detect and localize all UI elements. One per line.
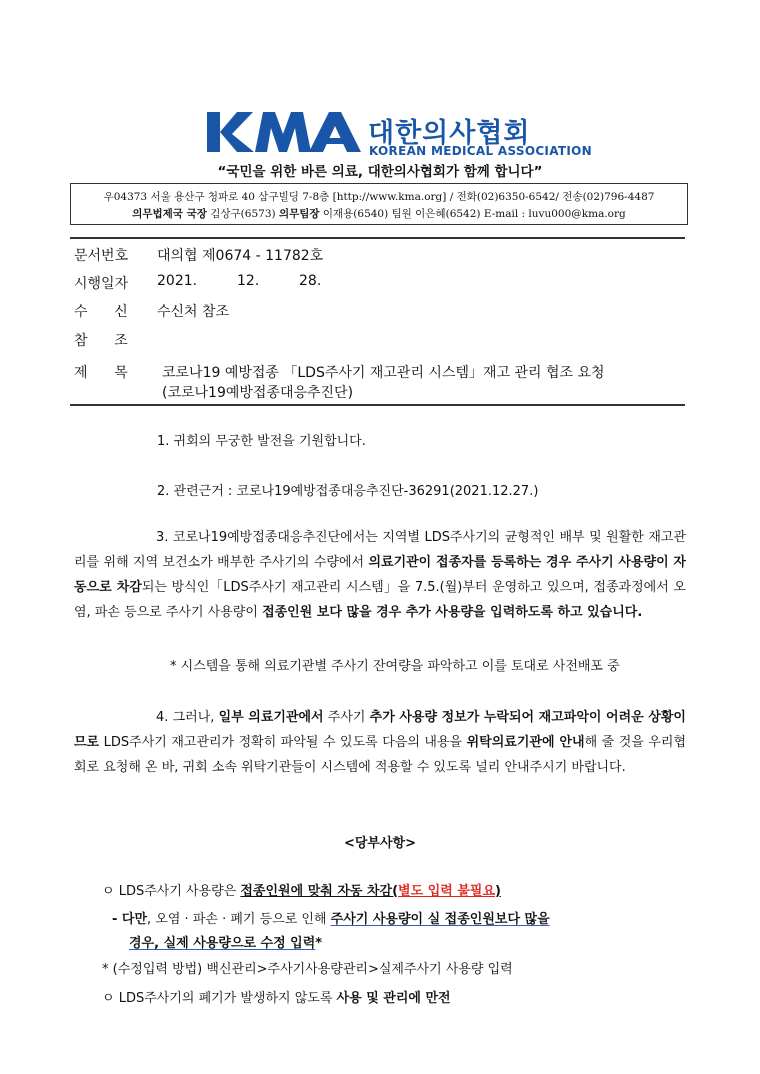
a2-bold-1: 다만 (121, 912, 148, 927)
logo-english-name: KOREAN MEDICAL ASSOCIATION (369, 144, 592, 158)
paragraph-1: 1. 귀회의 무궁한 발전을 기원합니다. (157, 434, 366, 449)
attachment-item-4 (102, 987, 451, 1006)
a1-text: LDS주사기 사용량은 (114, 884, 241, 899)
a4-bold: 사용 및 관리에 만전 (336, 991, 451, 1006)
date-month: 12. (237, 273, 260, 289)
p3-bold-d: 접종인원 보다 많을 경우 추가 사용량을 입력하도록 하고 있습니다. (262, 605, 643, 620)
paragraph-3-note: * 시스템을 통해 의료기관별 주사기 잔여량을 파악하고 이를 토대로 사전배포 중 (170, 659, 620, 674)
p3-text-c: 되는 방식인「LDS주사기 재고관리 시스템」을 7.5.(월)부터 운영하고 있으며, 접종과정에서 오염, 파손 등으로 주사기 사용량이 (74, 580, 686, 620)
attachment-item-2-cont (129, 932, 322, 951)
contact-staff (71, 206, 687, 221)
a1-close: ) (495, 884, 501, 899)
slogan: “국민을 위한 바른 의료, 대한의사협회가 함께 합니다” (217, 164, 543, 180)
header-rule-top (70, 237, 685, 239)
date-label: 시행일자 (74, 276, 129, 292)
p4-bold-d: 추가 사용량 정보가 누락되어 재고파악이 어려운 상황이므로 (74, 710, 686, 750)
paragraph-2: 2. 관련근거 : 코로나19예방접종대응추진단-36291(2021.12.27.) (157, 484, 539, 499)
p4-text-e: LDS주사기 재고관리가 정확히 파악될 수 있도록 다음의 내용을 (99, 735, 467, 750)
recipient-value: 수신처 참조 (157, 304, 230, 320)
recipient-label: 수 신 (74, 304, 128, 320)
dept2-value: 이재용(6540) 팀원 이은혜(6542) E-mail : luvu000@kma.org (322, 208, 626, 220)
contact-box (70, 183, 688, 225)
p4-bold-b: 일부 의료기관에서 (218, 710, 324, 725)
date-value (157, 273, 321, 289)
attachment-item-2 (112, 908, 550, 927)
paragraph-3 (74, 525, 686, 625)
a4-text: LDS주사기의 폐기가 발생하지 않도록 (114, 991, 337, 1006)
p4-text-a: 4. 그러나, (156, 710, 219, 725)
p4-text-g: 해 줄 것을 우리협회로 요청해 온 바, 귀회 소속 위탁기관들이 시스템에 적용할 수 있도록 널리 안내주시기 바랍니다. (74, 735, 686, 775)
date-year: 2021. (157, 273, 198, 289)
paragraph-4 (74, 705, 686, 780)
p3-text-a: 3. 코로나19예방접종대응추진단에서는 지역별 LDS주사기의 균형적인 배부 및 원활한 재고관리를 위해 지역 보건소가 배부한 주사기의 수량에서 (74, 530, 686, 570)
a2b-bold: 경우, 실제 사용량으로 수정 입력 (129, 936, 316, 951)
subject-line-1: 코로나19 예방접종 「LDS주사기 재고관리 시스템」재고 관리 협조 요청 (162, 365, 605, 381)
date-day: 28. (299, 273, 322, 289)
p3-bold-b: 의료기관이 접종자를 등록하는 경우 주사기 사용량이 자동으로 차감 (74, 555, 686, 595)
kma-logo (205, 108, 592, 160)
bullet-icon: ㅇ (102, 884, 115, 899)
a2-bold-2: 주사기 사용량이 실 접종인원보다 많을 (330, 912, 550, 927)
bullet-icon: ㅇ (102, 991, 115, 1006)
kma-logo-mark (205, 108, 365, 156)
attachment-item-3: * (수정입력 방법) 백신관리>주사기사용량관리>실제주사기 사용량 입력 (102, 962, 513, 977)
attachment-title: <당부사항> (343, 836, 417, 851)
reference-label: 참 조 (74, 333, 128, 349)
p4-text-c: 주사기 (323, 710, 370, 725)
a2-text: , 오염 · 파손 · 폐기 등으로 인해 (147, 912, 331, 927)
a1-bold: 접종인원에 맞춰 자동 차감( (240, 884, 399, 899)
subject-label: 제 목 (74, 365, 128, 381)
dept2-label: 의무팀장 (278, 208, 320, 220)
a2b-star: * (315, 936, 323, 951)
subject-line-2: (코로나19예방접종대응추진단) (162, 385, 354, 401)
a2-dash: - (112, 912, 122, 927)
a1-red: 별도 입력 불필요 (398, 884, 496, 899)
p4-bold-f: 위탁의료기관에 안내 (466, 735, 585, 750)
dept1-label: 의무법제국 국장 (132, 208, 207, 220)
docno-label: 문서번호 (74, 248, 129, 264)
attachment-item-1 (102, 880, 501, 899)
header-rule-bottom (70, 404, 685, 406)
contact-address: 우04373 서울 용산구 청파로 40 삼구빌딩 7-8층 [http://www.kma.org] / 전화(02)6350-6542/ 전송(02)796-4487 (103, 191, 655, 203)
dept1-value: 김상구(6573) (210, 208, 276, 220)
docno-value: 대의협 제0674 - 11782호 (157, 248, 324, 264)
logo-korean-name: 대한의사협회 (368, 118, 531, 149)
